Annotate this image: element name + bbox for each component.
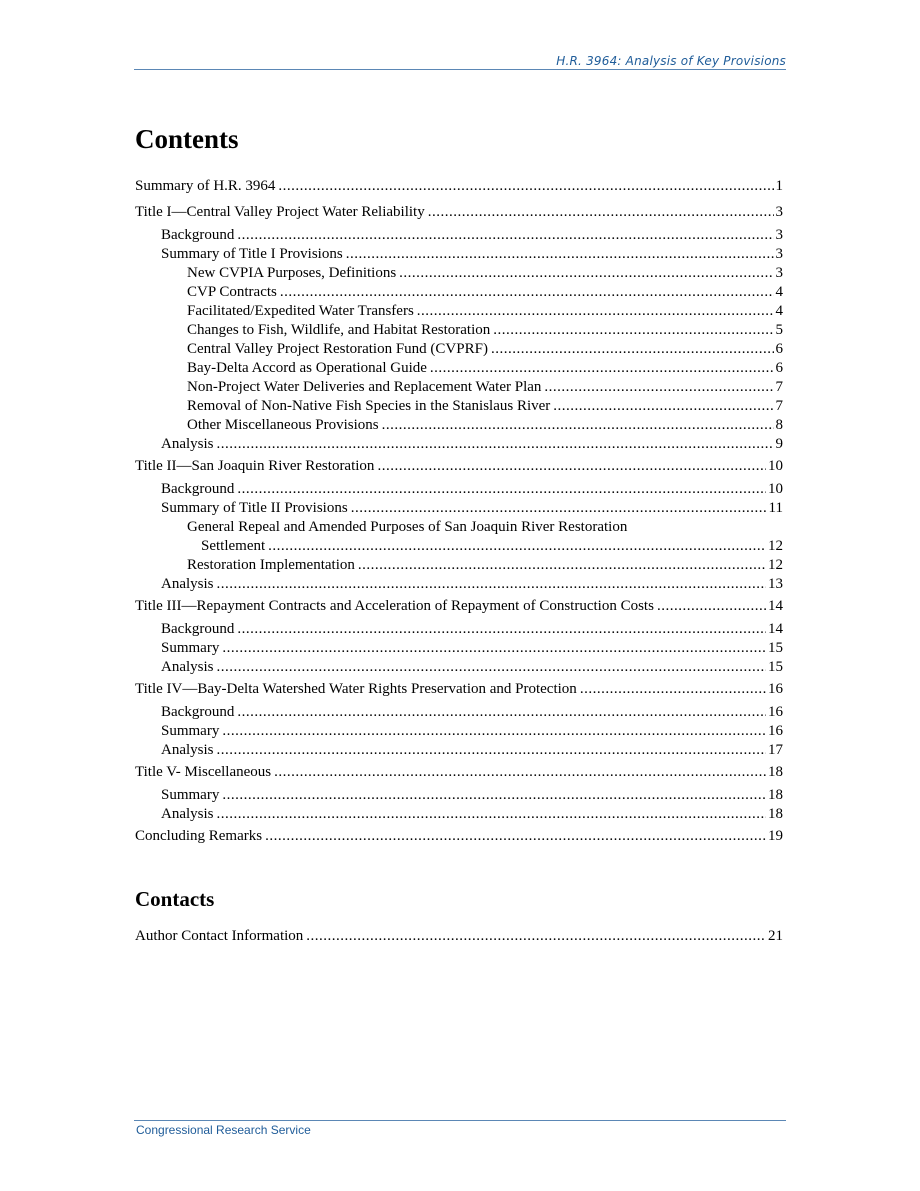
toc-entry[interactable] xyxy=(135,302,783,321)
toc-entry-page: 8 xyxy=(775,417,783,433)
footer-rule xyxy=(134,1120,786,1121)
toc-entry-page: 7 xyxy=(775,398,783,414)
toc-entry-text: Summary of Title II Provisions xyxy=(161,500,348,516)
toc-entry[interactable] xyxy=(135,480,783,499)
toc-entry[interactable] xyxy=(135,703,783,722)
toc-entry[interactable] xyxy=(135,283,783,302)
toc-entry-text: Analysis xyxy=(161,659,214,675)
toc-entry-page: 13 xyxy=(768,576,783,592)
toc-leader xyxy=(222,786,766,805)
toc-leader xyxy=(377,457,766,476)
toc-entry-page: 18 xyxy=(768,806,783,822)
toc-leader xyxy=(280,283,774,302)
toc-entry[interactable] xyxy=(135,827,783,846)
toc-entry[interactable] xyxy=(135,537,783,556)
toc-leader xyxy=(217,805,767,824)
toc-entry-page: 11 xyxy=(768,500,783,516)
toc-leader xyxy=(222,639,766,658)
toc-entry[interactable] xyxy=(135,226,783,245)
contacts-heading: Contacts xyxy=(135,887,215,911)
toc-entry[interactable] xyxy=(135,457,783,476)
toc-leader xyxy=(493,321,773,340)
toc-entry-page: 3 xyxy=(775,265,783,281)
toc-entry-text: Summary of Title I Provisions xyxy=(161,246,343,262)
toc-leader xyxy=(382,416,774,435)
toc-leader xyxy=(237,480,766,499)
toc-leader xyxy=(222,722,766,741)
toc-leader xyxy=(217,741,767,760)
toc-entry[interactable] xyxy=(135,680,783,699)
toc-entry-page: 9 xyxy=(775,436,783,452)
toc-entry[interactable] xyxy=(135,722,783,741)
toc-entry[interactable] xyxy=(135,639,783,658)
toc-entry-page: 4 xyxy=(775,303,783,319)
toc-leader xyxy=(217,658,767,677)
toc-entry-text: Title I—Central Valley Project Water Reliability xyxy=(135,204,425,220)
toc-entry-text: Other Miscellaneous Provisions xyxy=(187,417,379,433)
toc-leader xyxy=(346,245,774,264)
toc-entry[interactable] xyxy=(135,741,783,760)
toc-leader xyxy=(278,177,773,196)
toc-entry-text: Analysis xyxy=(161,436,214,452)
toc-leader xyxy=(268,537,766,556)
toc-entry-page: 16 xyxy=(768,704,783,720)
toc-entry[interactable] xyxy=(135,927,783,946)
toc-entry-page: 15 xyxy=(768,640,783,656)
toc-entry[interactable] xyxy=(135,416,783,435)
toc-entry[interactable] xyxy=(135,435,783,454)
toc-leader xyxy=(399,264,773,283)
toc-entry-text: Summary xyxy=(161,787,220,803)
toc-entry-page: 17 xyxy=(768,742,783,758)
toc-entry-text: Restoration Implementation xyxy=(187,557,355,573)
toc-entry-text: Background xyxy=(161,704,235,720)
toc-entry-page: 10 xyxy=(768,481,783,497)
toc-leader xyxy=(265,827,766,846)
toc-entry[interactable] xyxy=(135,340,783,359)
toc-entry[interactable] xyxy=(135,575,783,594)
toc-entry-page: 4 xyxy=(775,284,783,300)
toc-entry-page: 12 xyxy=(768,557,783,573)
toc-entry-page: 21 xyxy=(768,928,783,944)
toc-entry-text: Title V- Miscellaneous xyxy=(135,764,272,780)
toc-entry-text-continued: Settlement xyxy=(201,538,266,554)
toc-entry-text: Analysis xyxy=(161,742,214,758)
toc-entry[interactable] xyxy=(135,499,783,518)
toc-leader xyxy=(657,597,766,616)
toc-leader xyxy=(237,226,773,245)
toc-leader xyxy=(430,359,774,378)
toc-entry-text: Removal of Non-Native Fish Species in the Stanislaus River xyxy=(187,398,551,414)
toc-entry-text: Summary of H.R. 3964 xyxy=(135,178,276,194)
toc-entry[interactable] xyxy=(135,378,783,397)
toc-entry[interactable] xyxy=(135,397,783,416)
toc-leader xyxy=(351,499,767,518)
contents-heading: Contents xyxy=(135,124,239,154)
toc-leader xyxy=(217,575,767,594)
toc-entry[interactable] xyxy=(135,658,783,677)
toc-entry-text: Non-Project Water Deliveries and Replacement Water Plan xyxy=(187,379,542,395)
toc-entry-page: 7 xyxy=(775,379,783,395)
toc-leader xyxy=(491,340,774,359)
toc-entry-page: 3 xyxy=(775,246,783,262)
toc-entry-text: CVP Contracts xyxy=(187,284,277,300)
toc-entry-page: 14 xyxy=(768,621,783,637)
toc-entry-text[interactable]: General Repeal and Amended Purposes of San Joaquin River Restoration xyxy=(187,519,628,535)
toc-entry[interactable] xyxy=(135,359,783,378)
toc-entry-text: Changes to Fish, Wildlife, and Habitat Restoration xyxy=(187,322,491,338)
toc-entry[interactable] xyxy=(135,177,783,196)
toc-entry-text: Background xyxy=(161,481,235,497)
toc-entry-page: 5 xyxy=(775,322,783,338)
toc-entry-page: 3 xyxy=(775,227,783,243)
toc-entry-text: Background xyxy=(161,621,235,637)
toc-leader xyxy=(358,556,766,575)
toc-entry[interactable] xyxy=(135,203,783,222)
toc-entry[interactable] xyxy=(135,786,783,805)
toc-entry-page: 18 xyxy=(768,787,783,803)
toc-entry-text: New CVPIA Purposes, Definitions xyxy=(187,265,397,281)
toc-entry-page: 15 xyxy=(768,659,783,675)
toc-entry-page: 18 xyxy=(768,764,783,780)
running-header: H.R. 3964: Analysis of Key Provisions xyxy=(556,54,786,68)
toc-entry-text: Title IV—Bay-Delta Watershed Water Rights Preservation and Protection xyxy=(135,681,577,697)
toc-entry-page: 16 xyxy=(768,723,783,739)
toc-entry[interactable] xyxy=(135,556,783,575)
toc-entry-text: Background xyxy=(161,227,235,243)
footer-publisher: Congressional Research Service xyxy=(136,1123,311,1137)
toc-entry-page: 12 xyxy=(768,538,783,554)
toc-entry[interactable] xyxy=(135,597,783,616)
toc-leader xyxy=(274,763,766,782)
toc-entry[interactable] xyxy=(135,805,783,824)
toc-leader xyxy=(417,302,774,321)
toc-leader xyxy=(306,927,766,946)
toc-entry[interactable] xyxy=(135,264,783,283)
toc-entry[interactable] xyxy=(135,245,783,264)
toc-leader xyxy=(237,620,766,639)
toc-leader xyxy=(580,680,766,699)
toc-entry-text: Analysis xyxy=(161,806,214,822)
toc-leader xyxy=(428,203,774,222)
toc-entry[interactable] xyxy=(135,763,783,782)
toc-entry-page: 16 xyxy=(768,681,783,697)
toc-entry-text: Analysis xyxy=(161,576,214,592)
toc-entry-page: 3 xyxy=(775,204,783,220)
toc-entry-text: Summary xyxy=(161,723,220,739)
toc-entry-text: Title II—San Joaquin River Restoration xyxy=(135,458,375,474)
header-rule xyxy=(134,69,786,70)
toc-entry-text: Concluding Remarks xyxy=(135,828,263,844)
toc-entry-page: 6 xyxy=(775,360,783,376)
toc-leader xyxy=(217,435,774,454)
toc-entry-text: Bay-Delta Accord as Operational Guide xyxy=(187,360,427,376)
toc-leader xyxy=(237,703,766,722)
toc-entry-text: Facilitated/Expedited Water Transfers xyxy=(187,303,414,319)
toc-entry-text: Central Valley Project Restoration Fund (CVPRF) xyxy=(187,341,488,357)
toc-entry-page: 6 xyxy=(775,341,783,357)
toc-entry-text: Summary xyxy=(161,640,220,656)
toc-entry-text: Title III—Repayment Contracts and Acceleration of Repayment of Construction Costs xyxy=(135,598,654,614)
toc-entry-page: 14 xyxy=(768,598,783,614)
toc-entry-page: 10 xyxy=(768,458,783,474)
toc-entry-page: 19 xyxy=(768,828,783,844)
toc-entry-text: Author Contact Information xyxy=(135,928,304,944)
toc-leader xyxy=(544,378,773,397)
toc-entry-page: 1 xyxy=(775,178,783,194)
toc-entry[interactable] xyxy=(135,620,783,639)
toc-leader xyxy=(553,397,773,416)
toc-entry[interactable] xyxy=(135,321,783,340)
